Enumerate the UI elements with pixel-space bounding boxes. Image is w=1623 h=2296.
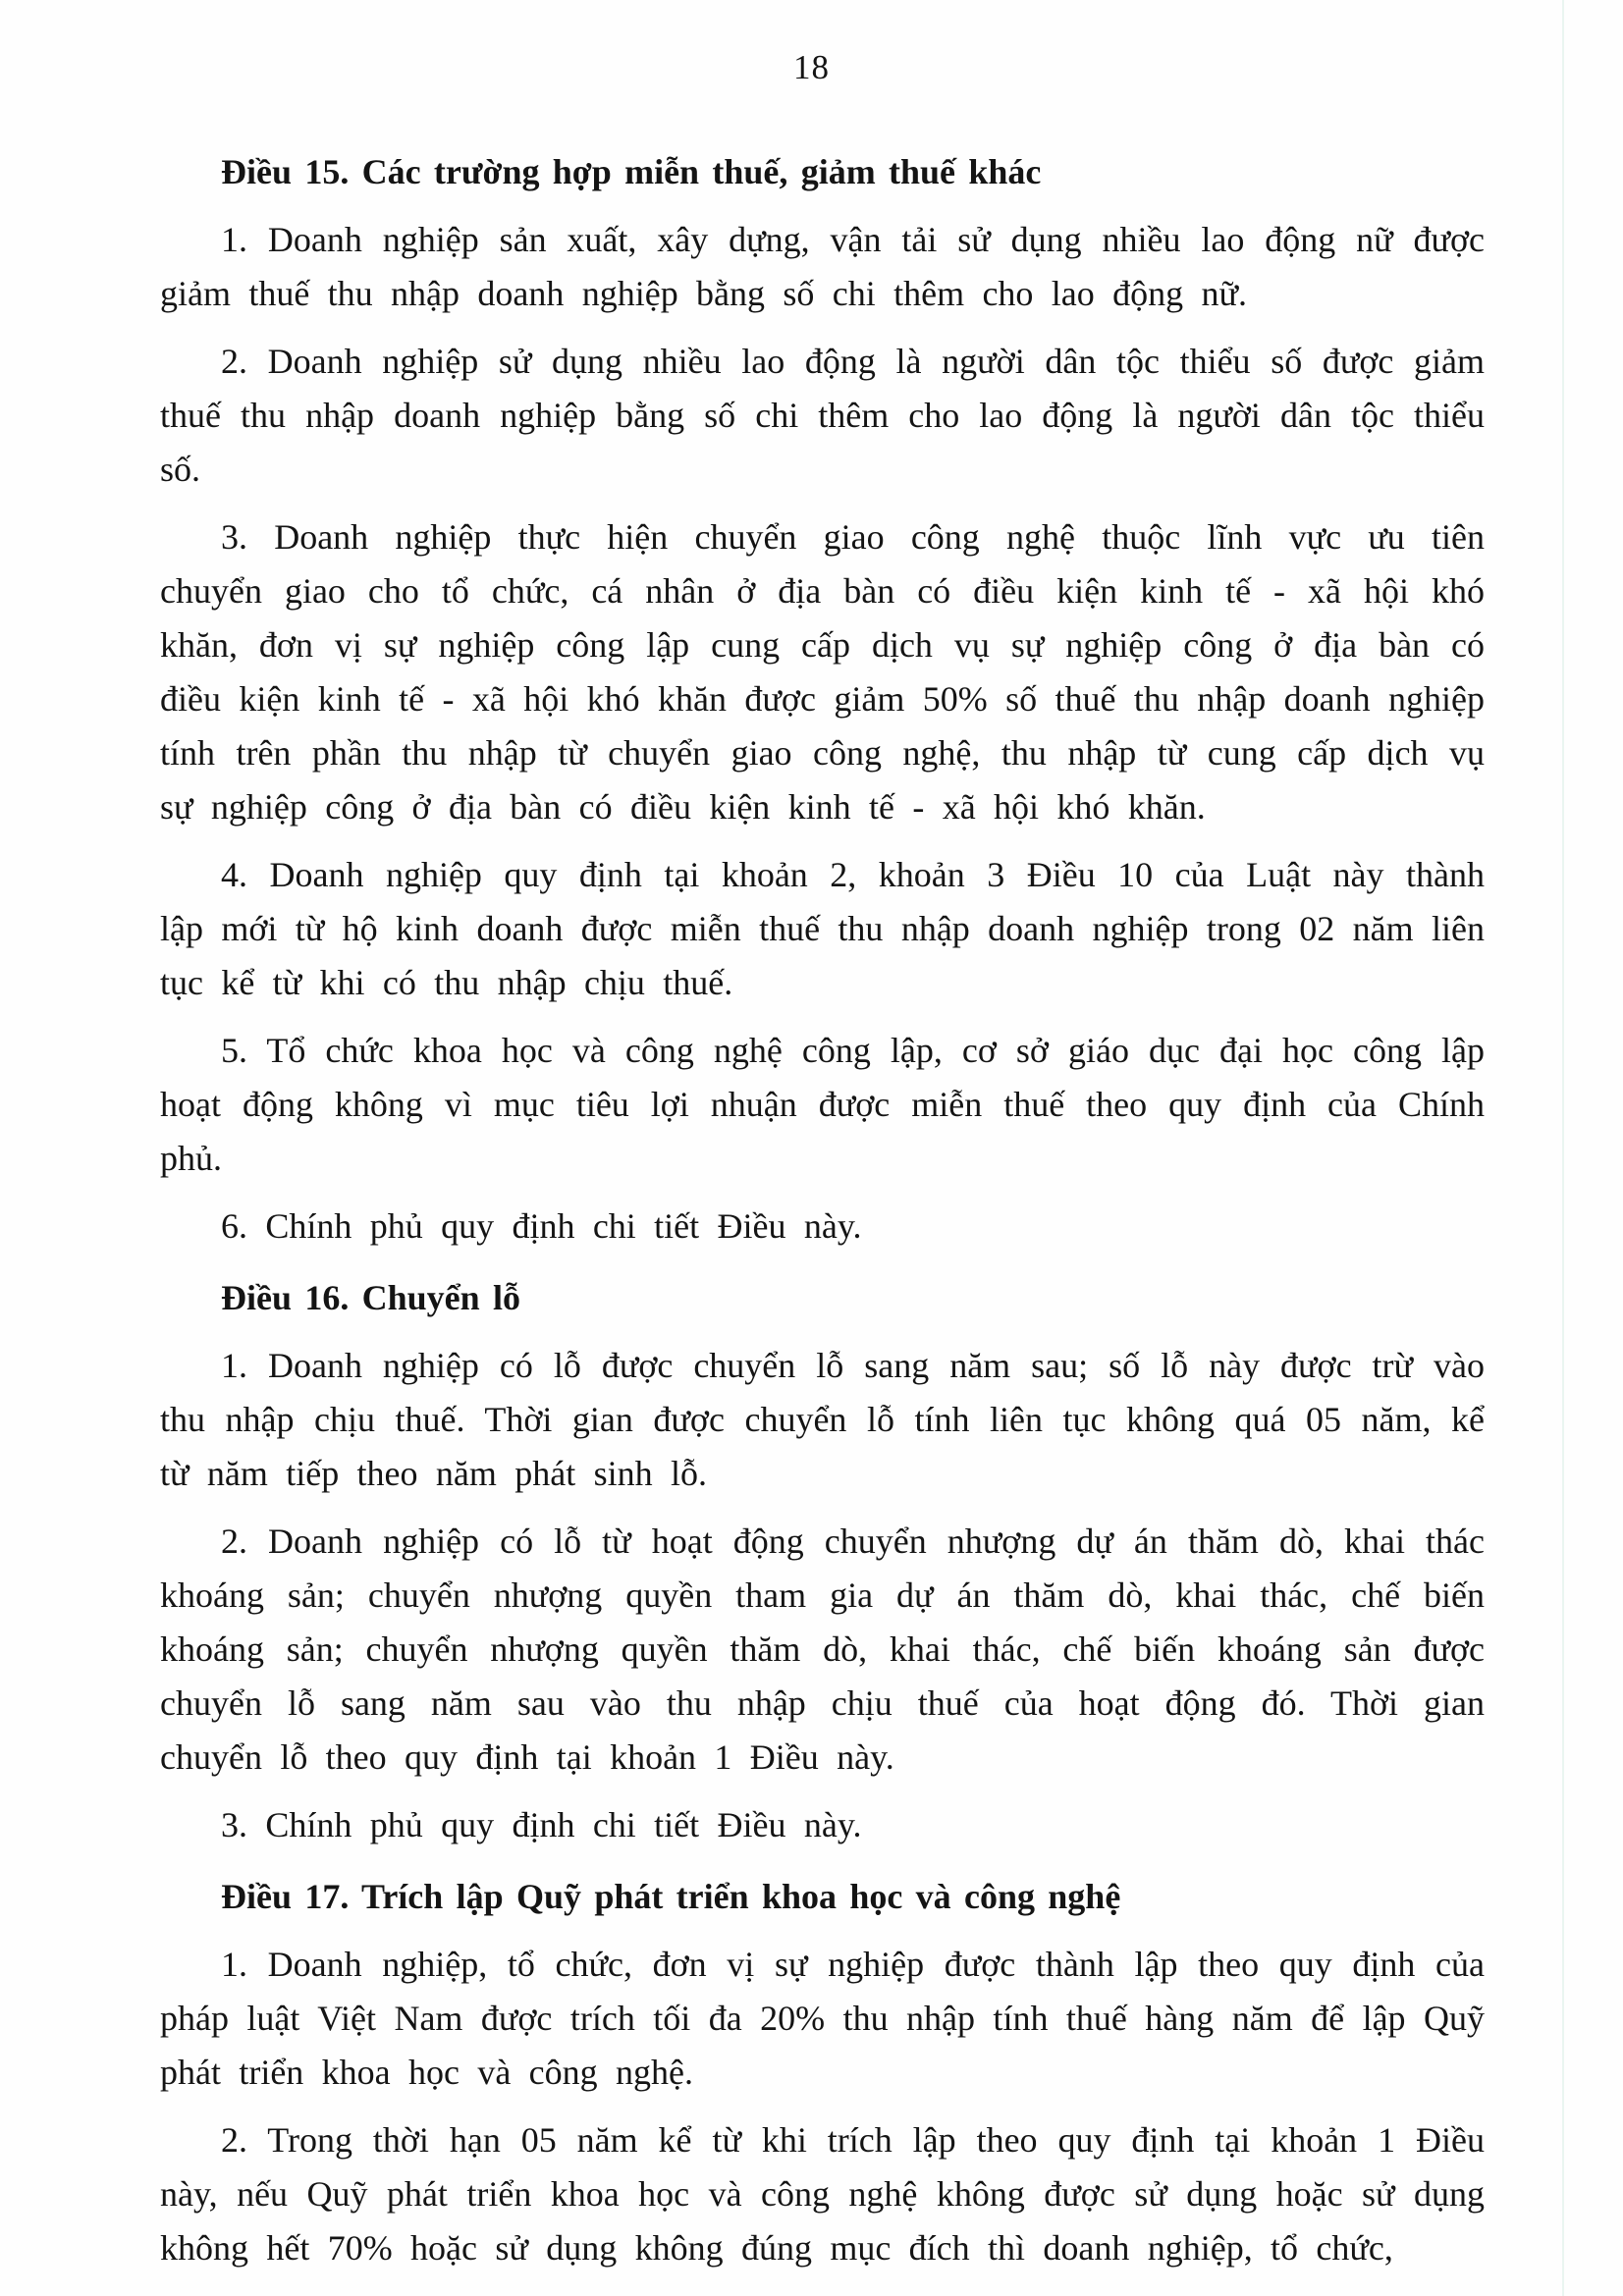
paragraph: 2. Doanh nghiệp có lỗ từ hoạt động chuyển nhượng dự án thăm dò, khai thác khoáng sản; chuyển nhượng quyền tham gia dự án thăm dò, khai thác, chế biến khoáng sản; chuyển nhượng quyền thăm dò, khai thác, chế biến khoáng sản được chuyển lỗ sang năm sau vào thu nhập chịu thuế của hoạt động đó. Thời gian chuyển lỗ theo quy định tại khoản 1 Điều này. — [160, 1522, 1485, 1777]
article-heading: Điều 17. Trích lập Quỹ phát triển khoa học và công nghệ — [221, 1877, 1121, 1916]
paragraph: 2. Doanh nghiệp sử dụng nhiều lao động là người dân tộc thiểu số được giảm thuế thu nhập doanh nghiệp bằng số chi thêm cho lao động là người dân tộc thiểu số. — [160, 342, 1485, 489]
paragraph: 2. Trong thời hạn 05 năm kể từ khi trích lập theo quy định tại khoản 1 Điều này, nếu Quỹ phát triển khoa học và công nghệ không được sử dụng hoặc sử dụng không hết 70% hoặc sử dụng không đúng mục đích thì doanh nghiệp, tổ chức, — [160, 2120, 1485, 2268]
paragraph: 4. Doanh nghiệp quy định tại khoản 2, khoản 3 Điều 10 của Luật này thành lập mới từ hộ kinh doanh được miễn thuế thu nhập doanh nghiệp trong 02 năm liên tục kể từ khi có thu nhập chịu thuế. — [160, 855, 1485, 1002]
document-body — [0, 88, 1623, 2275]
page-number: 18 — [793, 48, 830, 86]
scan-edge-artifact — [1562, 0, 1564, 2296]
paragraph: 1. Doanh nghiệp sản xuất, xây dựng, vận tải sử dụng nhiều lao động nữ được giảm thuế thu nhập doanh nghiệp bằng số chi thêm cho lao động nữ. — [160, 220, 1485, 313]
paragraph: 3. Chính phủ quy định chi tiết Điều này. — [221, 1805, 862, 1844]
paragraph: 1. Doanh nghiệp có lỗ được chuyển lỗ sang năm sau; số lỗ này được trừ vào thu nhập chịu thuế. Thời gian được chuyển lỗ tính liên tục không quá 05 năm, kể từ năm tiếp theo năm phát sinh lỗ. — [160, 1346, 1485, 1493]
article-heading: Điều 16. Chuyển lỗ — [221, 1278, 521, 1317]
article-heading: Điều 15. Các trường hợp miễn thuế, giảm thuế khác — [221, 152, 1042, 191]
paragraph: 5. Tổ chức khoa học và công nghệ công lập, cơ sở giáo dục đại học công lập hoạt động không vì mục tiêu lợi nhuận được miễn thuế theo quy định của Chính phủ. — [160, 1031, 1485, 1178]
paragraph: 3. Doanh nghiệp thực hiện chuyển giao công nghệ thuộc lĩnh vực ưu tiên chuyển giao cho tổ chức, cá nhân ở địa bàn có điều kiện kinh tế - xã hội khó khăn, đơn vị sự nghiệp công lập cung cấp dịch vụ sự nghiệp công ở địa bàn có điều kiện kinh tế - xã hội khó khăn được giảm 50% số thuế thu nhập doanh nghiệp tính trên phần thu nhập từ chuyển giao công nghệ, thu nhập từ cung cấp dịch vụ sự nghiệp công ở địa bàn có điều kiện kinh tế - xã hội khó khăn. — [160, 517, 1485, 827]
paragraph: 1. Doanh nghiệp, tổ chức, đơn vị sự nghiệp được thành lập theo quy định của pháp luật Việt Nam được trích tối đa 20% thu nhập tính thuế hàng năm để lập Quỹ phát triển khoa học và công nghệ. — [160, 1945, 1485, 2092]
paragraph: 6. Chính phủ quy định chi tiết Điều này. — [221, 1206, 862, 1246]
